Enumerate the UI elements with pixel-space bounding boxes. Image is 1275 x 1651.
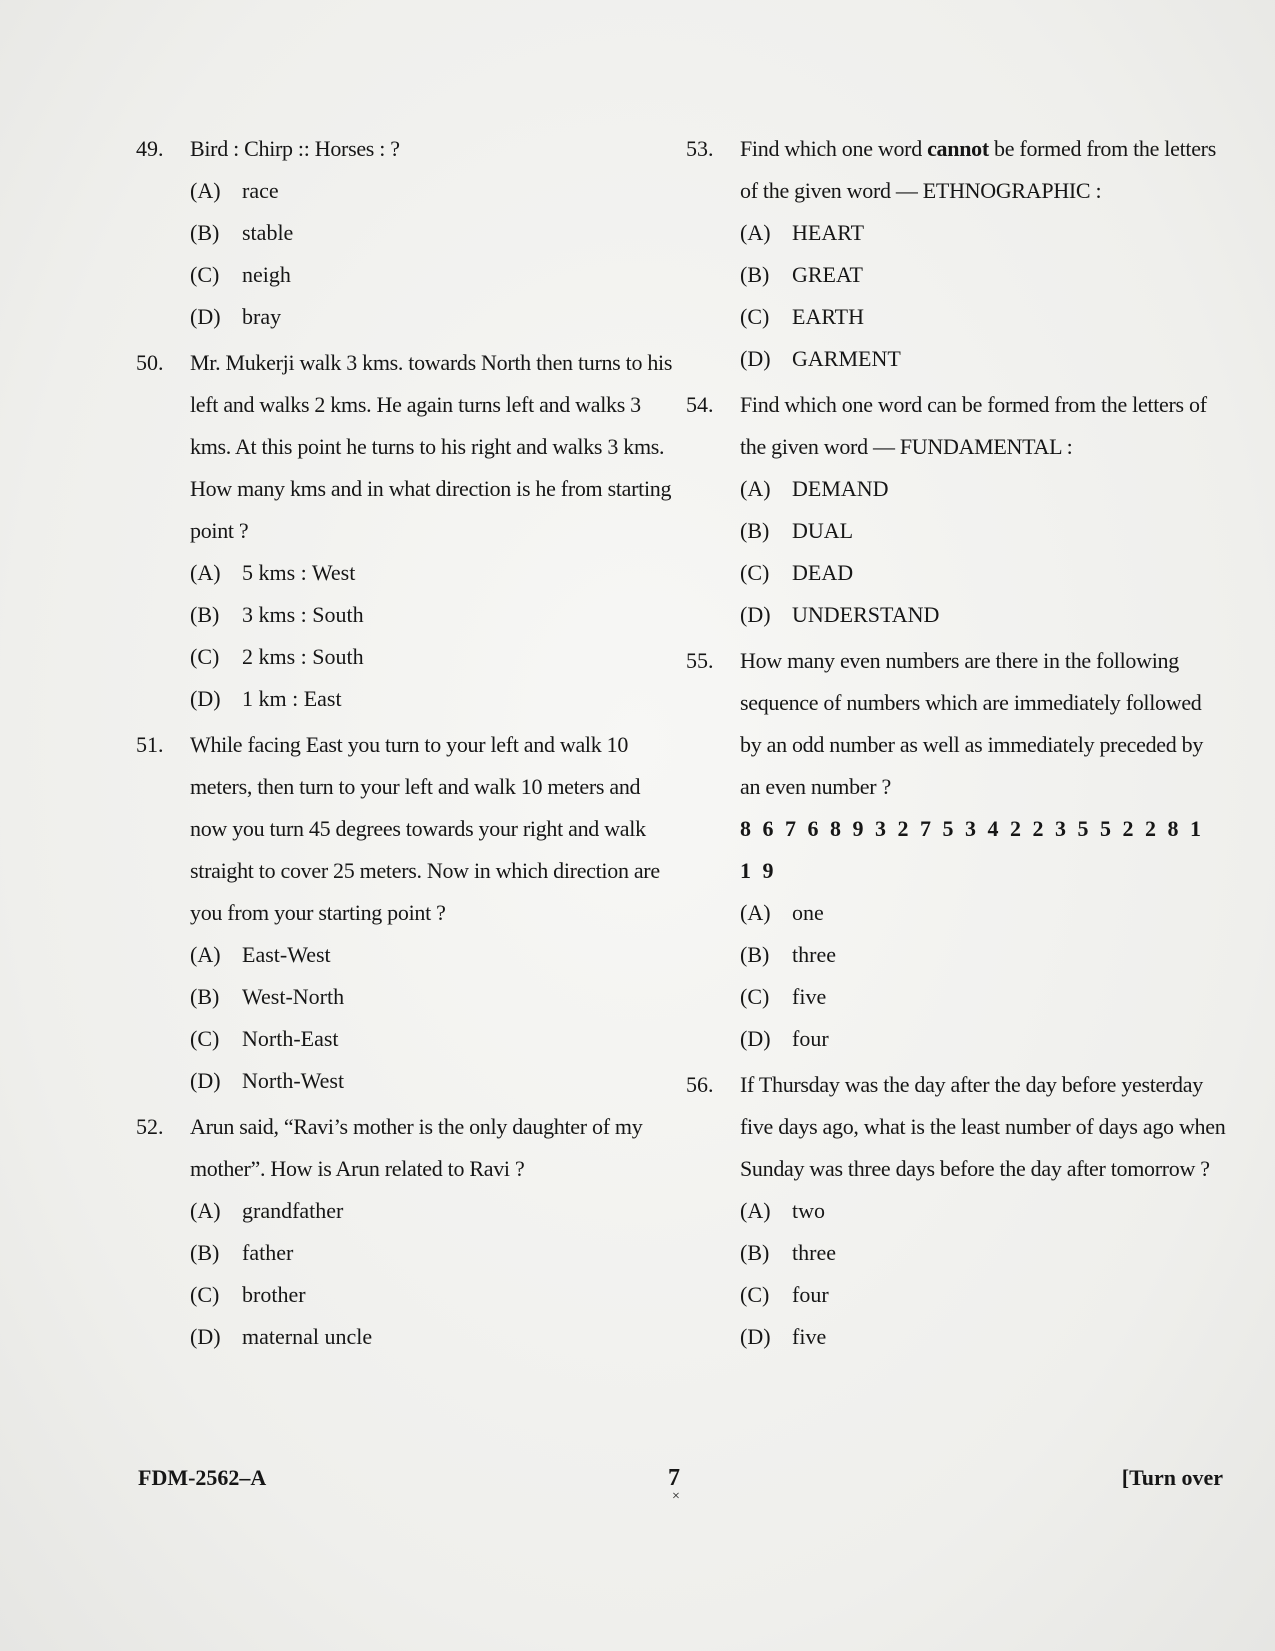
option-b: (B) West-North <box>190 984 345 1009</box>
question-54 <box>686 384 1226 636</box>
option-d: (D) UNDERSTAND <box>740 602 940 627</box>
option-b: (B) DUAL <box>740 518 854 543</box>
option-b: (B) three <box>740 1240 836 1265</box>
question-text: Find which one word cannot be formed from the letters of the given word — ETHNOGRAPHIC : <box>740 136 1216 203</box>
question-number: 56. <box>686 1072 714 1097</box>
question-52 <box>136 1106 676 1358</box>
question-text: Bird : Chirp :: Horses : ? <box>190 136 400 161</box>
question-text: While facing East you turn to your left and walk 10 meters, then turn to your left and walk 10 meters and now you turn 45 degrees towards your right and walk straight to cover 25 meters. Now in which direction are you from your starting point ? <box>190 732 660 925</box>
question-number: 49. <box>136 136 164 161</box>
question-text: How many even numbers are there in the following sequence of numbers which are immediately followed by an odd number as well as immediately preceded by an even number ? <box>740 648 1204 799</box>
option-a: (A) DEMAND <box>740 476 889 501</box>
option-c: (C) neigh <box>190 262 291 287</box>
question-51 <box>136 724 676 1102</box>
question-50 <box>136 342 676 720</box>
page-number: 7 <box>668 1465 680 1491</box>
option-a: (A) grandfather <box>190 1198 344 1223</box>
option-c: (C) North-East <box>190 1026 339 1051</box>
question-number: 50. <box>136 350 164 375</box>
option-c: (C) EARTH <box>740 304 865 329</box>
option-a: (A) HEART <box>740 220 865 245</box>
option-a: (A) East-West <box>190 942 331 967</box>
option-c: (C) 2 kms : South <box>190 644 364 669</box>
question-55 <box>686 640 1226 1060</box>
option-d: (D) maternal uncle <box>190 1324 373 1349</box>
question-number: 55. <box>686 648 714 673</box>
right-column <box>686 128 1226 1362</box>
question-text: If Thursday was the day after the day before yesterday five days ago, what is the least number of days ago when Sunday was three days before the day after tomorrow ? <box>740 1072 1226 1181</box>
paper-code: FDM-2562–A <box>138 1465 267 1490</box>
page-footer <box>0 1465 1275 1505</box>
turn-over-label: [Turn over <box>1121 1465 1223 1490</box>
option-d: (D) GARMENT <box>740 346 901 371</box>
left-column <box>136 128 676 1362</box>
option-d: (D) bray <box>190 304 282 329</box>
option-a: (A) 5 kms : West <box>190 560 356 585</box>
option-b: (B) three <box>740 942 836 967</box>
option-a: (A) race <box>190 178 279 203</box>
option-d: (D) four <box>740 1026 829 1051</box>
option-b: (B) GREAT <box>740 262 863 287</box>
question-56 <box>686 1064 1226 1358</box>
question-number: 53. <box>686 136 714 161</box>
option-c: (C) DEAD <box>740 560 854 585</box>
option-b: (B) stable <box>190 220 294 245</box>
question-49 <box>136 128 676 338</box>
option-d: (D) 1 km : East <box>190 686 342 711</box>
question-text: Find which one word can be formed from the letters of the given word — FUNDAMENTAL : <box>740 392 1207 459</box>
question-number: 51. <box>136 732 164 757</box>
question-number: 54. <box>686 392 714 417</box>
question-53 <box>686 128 1226 380</box>
option-d: (D) five <box>740 1324 827 1349</box>
option-c: (C) four <box>740 1282 829 1307</box>
option-c: (C) five <box>740 984 827 1009</box>
question-text: Arun said, “Ravi’s mother is the only daughter of my mother”. How is Arun related to Ravi ? <box>190 1114 643 1181</box>
option-a: (A) one <box>740 900 824 925</box>
question-number: 52. <box>136 1114 164 1139</box>
option-c: (C) brother <box>190 1282 306 1307</box>
page-mark: × <box>672 1489 680 1504</box>
option-a: (A) two <box>740 1198 825 1223</box>
option-d: (D) North-West <box>190 1068 345 1093</box>
option-b: (B) father <box>190 1240 294 1265</box>
option-b: (B) 3 kms : South <box>190 602 364 627</box>
number-sequence: 8 6 7 6 8 9 3 2 7 5 3 4 2 2 3 5 5 2 2 8 1 1 9 <box>740 816 1204 883</box>
question-text: Mr. Mukerji walk 3 kms. towards North then turns to his left and walks 2 kms. He again turns left and walks 3 kms. At this point he turns to his right and walks 3 kms. How many kms and in what direction is he from starting point ? <box>190 350 673 543</box>
